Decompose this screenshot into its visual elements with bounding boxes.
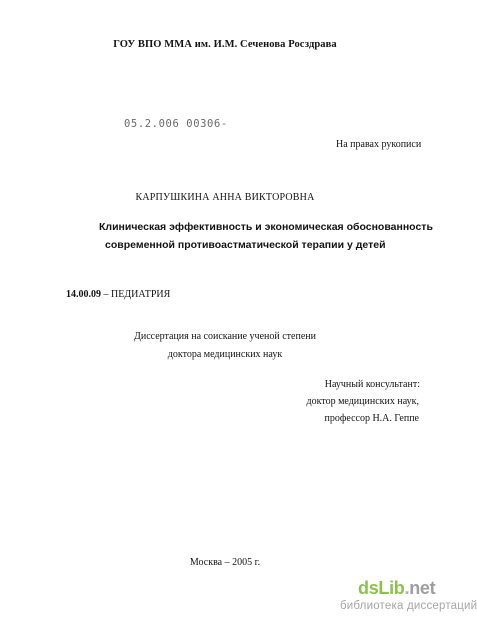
dissertation-title-line-2: современной противоастматической терапии у детей <box>105 239 386 251</box>
dslib-watermark <box>340 578 477 616</box>
specialty-code: 14.00.09 <box>66 289 101 300</box>
watermark-brand-part2: net <box>409 578 436 598</box>
specialty-name: ПЕДИАТРИЯ <box>111 289 171 300</box>
specialty <box>66 289 170 300</box>
author-name: КАРПУШКИНА АННА ВИКТОРОВНА <box>135 192 315 203</box>
watermark-brand-part1: dsLib <box>358 578 405 598</box>
place-and-year: Москва – 2005 г. <box>189 557 261 568</box>
watermark-brand-dot: . <box>404 578 410 598</box>
registration-stamp: 05.2.006 00306- <box>124 118 228 130</box>
degree-statement-line-1: Диссертация на соискание ученой степени <box>134 331 316 342</box>
institution-name: ГОУ ВПО ММА им. И.М. Сеченова Росздрава <box>113 39 337 50</box>
consultant-degree: доктор медицинских наук, <box>306 396 419 407</box>
degree-statement-line-2: доктора медицинских наук <box>167 349 283 360</box>
manuscript-rights-note: На правах рукописи <box>336 139 422 150</box>
specialty-separator: – <box>101 289 111 300</box>
dissertation-title-line-1: Клиническая эффективность и экономическая обоснованность <box>99 221 433 233</box>
consultant-label: Научный консультант: <box>324 379 420 390</box>
consultant-name: профессор Н.А. Геппе <box>324 413 419 424</box>
watermark-brand <box>358 578 435 599</box>
watermark-tagline: библиотека диссертаций <box>340 600 477 612</box>
